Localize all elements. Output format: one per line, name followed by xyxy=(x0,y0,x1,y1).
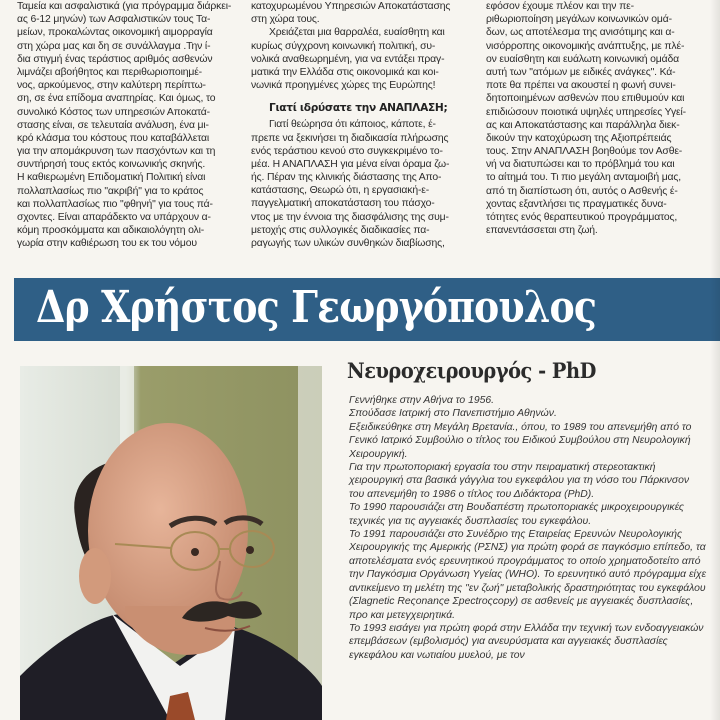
article-column-3 xyxy=(486,0,708,237)
article-line: στη χώρα τους. xyxy=(251,14,320,26)
article-line: μείων, προκαλώντας οικονομική αιμορραγία xyxy=(17,27,213,39)
bio-line: Το 1991 παρουσιάζει στο Συνέδριο της Εταιρείας Ερευνών Νευρολογικής Χειρουργικής της Αμερικής (ΡΣΝΣ) για πρώτη φορά σε παγκόσμιο επίπεδο, τα αποτελέσματα ενός ερευνητικού προγράμματος το οποίο χρηματοδοτείτο από την Παγκόσμια Οργάνωση Υγείας (WHO). Το ερευνητικό αυτό πρόγραμμα είχε αντικείμενο τη μελέτη της "εν ζωή" μεταβολικής δραστηριότητας του εγκεφάλου (Σlagnetic Reςonanςe Σpectroςcopy) σε ασθενείς με αγγειακές δυσπλασίες, προ και μετεγχειρητικά. xyxy=(349,529,707,621)
article-column-1 xyxy=(17,0,241,251)
article-line: στη χώρα μας και δη σε συνάλλαγμα .Την ί- xyxy=(17,40,211,52)
article-line: νος, αρκούμενος, στην καλύτερη περίπτω- xyxy=(17,80,206,92)
bio-line: Γεννήθηκε στην Αθήνα το 1956. xyxy=(349,395,495,406)
article-line: μέα. Η ΑΝΑΠΛΑΣΗ για μένα είναι όραμα ζω- xyxy=(251,158,450,170)
article-line: επανεντάσσεται στη ζωή. xyxy=(486,225,598,237)
article-line: νή να διατυπώσει και το πρόβλημά του και xyxy=(486,159,675,171)
bio-line: Εξειδικεύθηκε στη Μεγάλη Βρετανία., όπου, το 1989 του απενεμήθη από το Γενικό Ιατρικό Συμβούλιο ο τίτλος του Ειδικού Συμβούλου στη Νευρολογική Χειρουργική. xyxy=(349,421,692,460)
name-banner xyxy=(14,278,720,341)
article-line: Χρειάζεται μια θαρραλέα, ευαίσθητη και xyxy=(269,27,445,39)
article-line: τότητες ενός θεραπευτικού προγράμματος, xyxy=(486,212,678,223)
article-line: δια στιγμή ένας τεράστιος αριθμός ασθενών xyxy=(17,53,213,65)
article-line: επιδιώσουν ποιοτικά υψηλές υπηρεσίες Υγεί- xyxy=(486,106,686,118)
article-line: κατοχυρωμένου Υπηρεσιών Αποκατάστασης xyxy=(251,1,451,12)
article-line: και πολλαπλασίως πιο "φθηνή" για τους πά- xyxy=(17,198,213,210)
article-line: τους. Στην ΑΝΑΠΛΑΣΗ βοηθούμε τον Ασθε- xyxy=(486,146,683,158)
bio-line: Σπούδασε Ιατρική στο Πανεπιστήμιο Αθηνών. xyxy=(349,408,557,420)
article-line: ματικά την Ελλάδα στις οικονομικά και κοι- xyxy=(251,66,439,78)
article-line: Γιατί θεώρησα ότι κάποιος, κάποτε, έ- xyxy=(269,119,436,131)
article-line: το αίτημά του. Τι πιο μεγάλη ανταμοιβή μας, xyxy=(486,172,682,184)
article-line: ση, σε ένα επίδομα αναπηρίας. Και όμως, το xyxy=(17,93,216,105)
portrait-illustration xyxy=(20,366,322,720)
article-line: ής. Πέραν της κλινικής διάστασης της Απο- xyxy=(251,172,442,184)
article-line: συνολικό Κόστος των υπηρεσιών Αποκατά- xyxy=(17,106,210,118)
article-line: από τη διαπίστωση ότι, αυτός ο Ασθενής έ- xyxy=(486,185,678,197)
article-line: ραγωγής των υλικών συνθηκών διαβίωσης, xyxy=(251,238,445,249)
article-line: λιμνάζει αβοήθητος και περιθωριοποιημέ- xyxy=(17,66,202,78)
article-line: κατάστασης, Θεωρώ ότι, η εργασιακή-ε- xyxy=(251,185,430,197)
article-line: σχοντες. Είναι απαράδεκτο να υπάρχουν α- xyxy=(17,212,211,223)
bio-line: Το 1990 παρουσιάζει στη Βουδαπέστη πρωτοποριακές μικροχειρουργικές τεχνικές για τις αγγειακές δυσπλασίες του εγκεφάλου. xyxy=(349,502,684,527)
article-line: συντήρησή τους εκτός κοινωνικής σκηνής. xyxy=(17,159,206,171)
article-line: Ταμεία και ασφαλιστικά (για πρόγραμμα διάρκει- xyxy=(17,1,232,12)
article-line: ον ευαίσθητη και ευάλωτη κοινωνική ομάδα xyxy=(486,53,679,65)
article-line: κρό κλάσμα του κόστους που καταβάλλεται xyxy=(17,132,210,144)
profile-bio xyxy=(349,394,707,662)
article-line: πολλαπλασίως πιο "ακριβή" για το κράτος xyxy=(17,185,204,197)
article-line: αυτή των "ατόμων με ειδικές ανάγκες". Κά- xyxy=(486,66,676,78)
article-line: δητοποιημένων ασθενών που επιθυμούν και xyxy=(486,93,685,105)
article-line: πρεπε να ξεκινήσει τη διαδικασία πλήρωσης xyxy=(251,132,449,144)
page-gutter-shadow xyxy=(710,0,720,720)
article-line: νωνικά προηγμένες χώρες της Ευρώπης! xyxy=(251,80,436,92)
article-line: νισόρροπης οικονομικής ανάπτυξης, με πλέ- xyxy=(486,40,685,52)
article-line: ας 6-12 μηνών) των Ασφαλιστικών τους Τα- xyxy=(17,14,211,26)
article-line: Η καθιερωμένη Επιδοματική Πολιτική είναι xyxy=(17,172,206,184)
portrait-photo xyxy=(20,366,322,720)
article-line: εφόσον έχουμε πλέον και την πε- xyxy=(486,1,634,12)
article-line: δων, ως αποτέλεσμα της ανισότιμης και α- xyxy=(486,27,675,39)
article-line: ενός τεράστιου κενού στο συγκεκριμένο το- xyxy=(251,145,443,157)
article-line: για την απομάκρυνση των πασχόντων και τη xyxy=(17,146,216,158)
article-line: κόμη προσκόμματα και αδικαιολόγητη ολι- xyxy=(17,225,205,237)
article-line: ντος με την έννοια της διασφάλισης της συμ- xyxy=(251,211,449,223)
profile-title: Νευροχειρουργός - PhD xyxy=(347,358,596,383)
bio-line: Το 1993 εισάγει για πρώτη φορά στην Ελλάδα την τεχνική των ενδοαγγειακών επεμβάσεων (εμβολισμός) για ανευρύσματα και αγγειακές δυσπλασίες εγκεφάλου και νωτιαίου μυελού, με τον xyxy=(349,622,704,661)
article-line: κυρίως σύγχρονη κοινωνική πολιτική, συ- xyxy=(251,40,436,52)
article-line: ποτε θα πρέπει να ακουστεί η φωνή συνει- xyxy=(486,80,676,92)
profile-name: Δρ Χρήστος Γεωργόπουλος xyxy=(36,282,597,333)
article-column-2 xyxy=(251,0,475,250)
article-line: ας και Αποκατάστασης και παράλληλα διεκ- xyxy=(486,119,680,131)
article-line: ριθωριοποίηση μεγάλων κοινωνικών ομά- xyxy=(486,14,672,26)
article-line: μετοχής στις συλλογικές διαδικασίες πα- xyxy=(251,224,430,236)
article-line: παγγελματική αποκατάσταση του πάσχο- xyxy=(251,198,435,210)
section-heading: Γιατί ιδρύσατε την ΑΝΑΠΛΑΣΗ; xyxy=(269,102,448,115)
article-line: χοντας εξαντλήσει τις πραγματικές δυνα- xyxy=(486,198,667,210)
article-line: γωρία στην καθιέρωση του εκ του νόμου xyxy=(17,238,197,250)
article-line: νολικά αναθεωρημένη, για να εντάξει πραγ- xyxy=(251,53,445,65)
article-line: στασης είναι, σε τελευταία ανάλυση, ένα μι- xyxy=(17,119,209,131)
article-line: δικούν την κατοχύρωση της Αξιοπρέπειάς xyxy=(486,132,672,144)
bio-line: Για την πρωτοποριακή εργασία του στην πειραματική στερεοτακτική χειρουργική στα βασικά γάγγλια του εγκεφάλου για τη νόσο του Πάρκινσον του απενεμήθη το 1986 ο τίτλος του Διδάκτορα (PhD). xyxy=(349,462,690,500)
